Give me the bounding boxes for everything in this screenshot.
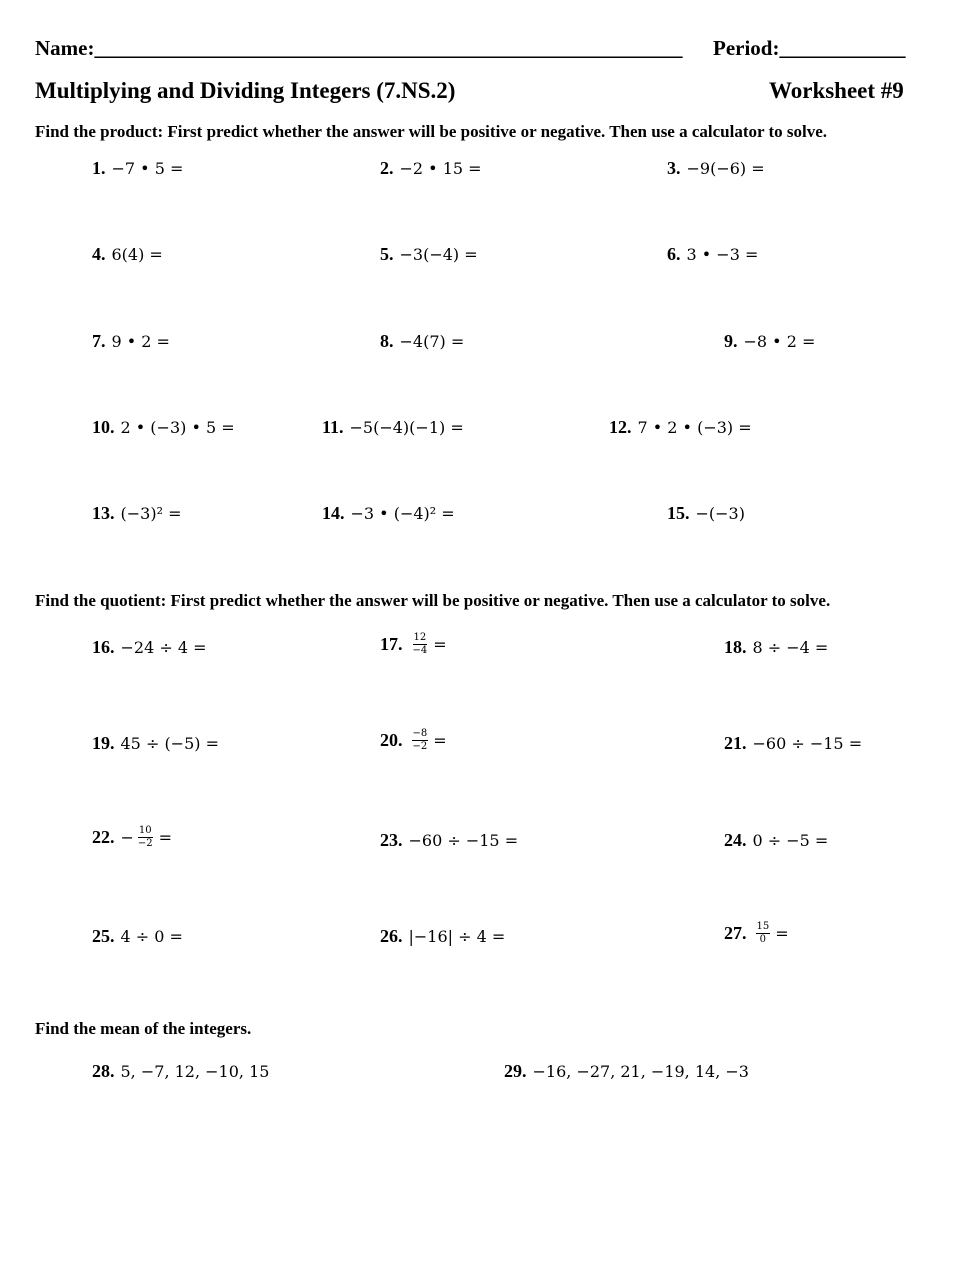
problem-9: [724, 331, 815, 352]
problem-20: [380, 728, 447, 753]
problem-19: [92, 733, 219, 754]
quotient-instructions: Find the quotient: First predict whether the answer will be positive or negative. Then use a calculator to solve.: [35, 591, 831, 610]
equals-sign: =: [775, 924, 789, 943]
problem-number: 21.: [724, 733, 747, 753]
mean-instructions: Find the mean of the integers.: [35, 1019, 252, 1038]
problem-number: 18.: [724, 637, 747, 657]
problem-expression: 2 • (−3) • 5 =: [120, 418, 235, 437]
problem-expression: 4 ÷ 0 =: [120, 927, 183, 946]
problem-number: 23.: [380, 830, 403, 850]
problem-number: 6.: [667, 244, 681, 264]
problem-24: [724, 830, 828, 851]
problem-expression: −3 • (−4)² =: [350, 504, 455, 523]
problem-18: [724, 637, 828, 658]
minus-sign: −: [120, 828, 134, 847]
problem-number: 1.: [92, 158, 106, 178]
problem-expression: [409, 632, 447, 657]
problem-number: 26.: [380, 926, 403, 946]
fraction-numerator: 15: [756, 921, 770, 932]
period-field-label: Period:____________: [713, 36, 906, 60]
problem-11: [322, 417, 464, 438]
fraction-denominator: −2: [137, 838, 153, 849]
problem-21: [724, 733, 862, 754]
problem-number: 13.: [92, 503, 115, 523]
problem-10: [92, 417, 235, 438]
problem-expression: −7 • 5 =: [111, 159, 184, 178]
problem-expression: 7 • 2 • (−3) =: [637, 418, 752, 437]
problem-27: [724, 921, 789, 946]
problem-expression: 6(4) =: [111, 245, 163, 264]
problem-expression: (−3)² =: [120, 504, 182, 523]
problem-number: 19.: [92, 733, 115, 753]
problem-5: [380, 244, 478, 265]
problem-number: 5.: [380, 244, 394, 264]
problem-expression: 3 • −3 =: [686, 245, 759, 264]
problem-3: [667, 158, 765, 179]
problem-7: [92, 331, 170, 352]
problem-number: 27.: [724, 923, 747, 943]
worksheet-number: Worksheet #9: [769, 78, 904, 103]
problem-expression: −5(−4)(−1) =: [349, 418, 464, 437]
problem-number: 8.: [380, 331, 394, 351]
problem-2: [380, 158, 482, 179]
problem-expression: [753, 921, 789, 946]
fraction-numerator: 12: [413, 632, 427, 643]
problem-number: 28.: [92, 1061, 115, 1081]
problem-expression: −4(7) =: [399, 332, 465, 351]
problem-26: [380, 926, 505, 947]
problem-number: 29.: [504, 1061, 527, 1081]
problem-number: 14.: [322, 503, 345, 523]
problem-6: [667, 244, 758, 265]
problem-12: [609, 417, 752, 438]
problem-number: 10.: [92, 417, 115, 437]
problem-number: 9.: [724, 331, 738, 351]
problem-expression: 8 ÷ −4 =: [752, 638, 829, 657]
equals-sign: =: [158, 828, 173, 847]
problem-22: [92, 825, 172, 850]
problem-14: [322, 503, 455, 524]
fraction-denominator: −2: [412, 741, 428, 752]
problem-number: 17.: [380, 634, 403, 654]
problem-expression: 45 ÷ (−5) =: [120, 734, 219, 753]
problem-13: [92, 503, 181, 524]
worksheet-title: Multiplying and Dividing Integers (7.NS.2): [35, 78, 456, 103]
problem-number: 22.: [92, 827, 115, 847]
fraction-denominator: −4: [412, 645, 428, 656]
problem-expression: −(−3): [695, 504, 745, 523]
problem-expression: |−16| ÷ 4 =: [408, 927, 506, 946]
problem-number: 15.: [667, 503, 690, 523]
problem-29: [504, 1061, 749, 1082]
problem-number: 12.: [609, 417, 632, 437]
fraction-numerator: −8: [412, 728, 428, 739]
problem-number: 16.: [92, 637, 115, 657]
name-field-label: Name:________________________________________________________: [35, 36, 683, 60]
problem-number: 24.: [724, 830, 747, 850]
problem-number: 20.: [380, 730, 403, 750]
equals-sign: =: [433, 635, 447, 654]
problem-expression: −8 • 2 =: [743, 332, 816, 351]
problem-17: [380, 632, 447, 657]
problem-expression: 0 ÷ −5 =: [752, 831, 829, 850]
problem-23: [380, 830, 518, 851]
problem-number: 4.: [92, 244, 106, 264]
fraction-denominator: 0: [759, 934, 767, 945]
problem-number: 2.: [380, 158, 394, 178]
problem-expression: −9(−6) =: [686, 159, 765, 178]
problem-expression: [409, 728, 447, 753]
fraction: [412, 728, 429, 753]
problem-number: 11.: [322, 417, 344, 437]
problem-number: 25.: [92, 926, 115, 946]
fraction-numerator: 10: [138, 825, 152, 836]
problem-4: [92, 244, 163, 265]
problem-16: [92, 637, 207, 658]
problem-number: 3.: [667, 158, 681, 178]
problem-expression: −60 ÷ −15 =: [408, 831, 519, 850]
problem-15: [667, 503, 745, 524]
fraction: [412, 632, 429, 657]
problem-1: [92, 158, 183, 179]
problem-expression: −3(−4) =: [399, 245, 478, 264]
problem-expression: −60 ÷ −15 =: [752, 734, 863, 753]
problem-28: [92, 1061, 269, 1082]
fraction: [137, 825, 154, 850]
problem-expression: −16, −27, 21, −19, 14, −3: [532, 1062, 749, 1081]
problem-expression: −2 • 15 =: [399, 159, 482, 178]
problem-25: [92, 926, 183, 947]
problem-expression: [121, 825, 173, 850]
equals-sign: =: [433, 731, 447, 750]
problem-expression: 9 • 2 =: [111, 332, 170, 351]
product-instructions: Find the product: First predict whether the answer will be positive or negative. Then use a calculator to solve.: [35, 122, 828, 141]
fraction: [756, 921, 771, 946]
problem-number: 7.: [92, 331, 106, 351]
problem-expression: −24 ÷ 4 =: [120, 638, 207, 657]
problem-8: [380, 331, 464, 352]
problem-expression: 5, −7, 12, −10, 15: [120, 1062, 270, 1081]
